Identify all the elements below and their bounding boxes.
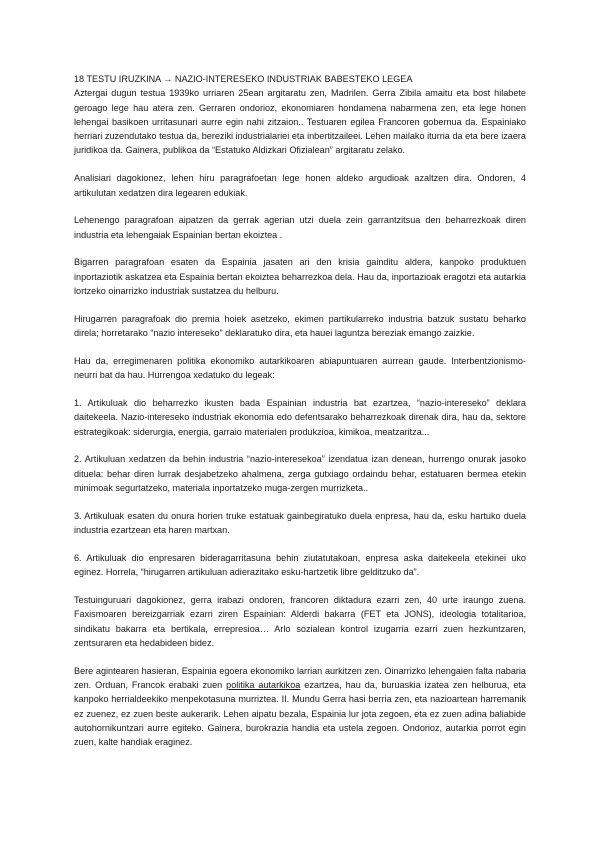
paragraph-autarky bbox=[74, 664, 526, 750]
paragraph-third: Hirugarren paragrafoak dio premia hoiek asetzeko, ekimen partikularreko industria batzuk sustatu beharko direla; horretarako “nazio intereseko” deklaratuko dira, eta hauei laguntza bereziak emango zaizkie. bbox=[74, 313, 526, 339]
paragraph-interventionism: Hau da, erregimenaren politika ekonomiko autarkikoaren abiapuntuaren aurrean gaude. Interbentzionismo-neurri bat da hau. Hurrengoa xedatuko du legeak: bbox=[74, 355, 526, 381]
paragraph-article-2: 2. Artikuluan xedatzen da behin industria “nazio-interesekoa” izendatua izan denean, hurrengo onurak jasoko dituela: behar diren lurrak desjabetzeko ahalmena, zerga gutxiago ordaindu behar, estatuaren bermea etekin minimoak segurtatzeko, materiala inportatzeko muga-zergen murrizketa.. bbox=[74, 454, 526, 494]
paragraph-autarky-text-after: ezartzea, hau da, buruaskia izatea zen helburua, eta kanpoko herrialdeekiko menpekotasuna murriztea. II. Mundu Gerra hasi berria zen, eta nazioartean harremanik ez zuenez, ez zuen beste aukerarik. Lehen aipatu bezala, Espainia lur jota zegoen, eta ez zuen adina baliabide autohornikuntzari aurre egiteko. Gainera, burokrazia handia eta ustela zegoen. Ondorioz, autarkia porrot egin zuen, kalte handiak eraginez. bbox=[74, 680, 526, 748]
paragraph-autarky-text-before: Bere agintearen hasieran, Espainia egoera ekonomiko larrian aurkitzen zen. Oinarrizko lehengaien falta nabaria zen. Orduan, Francok erabaki zuen bbox=[74, 665, 526, 690]
paragraph-first: Lehenengo paragrafoan aipatzen da gerrak agerian utzi duela zein garrantzitsua den beharrezkoak diren industria eta lehengaiak Espainian bertan ekoiztea . bbox=[74, 215, 526, 240]
paragraph-historical-context: Testuinguruari dagokionez, gerra irabazi ondoren, francoren diktadura ezarri zen, 40 urte iraungo zuena. Faxismoaren bereizgarriak ezarri ziren Espainian: Alderdi bakarra (FET eta JONS), ideologia totalitarioa, sindikatu bakarra eta bertikala, errepresioa… Arlo sozialean kontrol izugarria ezarri zuen hezkuntzaren, zentsuraren eta hedabideen bidez. bbox=[74, 595, 526, 648]
document-title: 18 TESTU IRUZKINA → NAZIO-INTERESEKO INDUSTRIAK BABESTEKO LEGEA bbox=[74, 74, 413, 84]
paragraph-article-6: 6. Artikuluak dio enpresaren bideragarritasuna behin ziutatutakoan, enpresa aska daitekeela etekinei uko eginez. Horrela, “hirugarren artikuluan adierazitako esku-hartzetik libre gelditzuko da”. bbox=[74, 552, 526, 578]
politika-autarkikoa-link[interactable]: politika autarkikoa bbox=[226, 680, 301, 690]
document-page bbox=[74, 72, 526, 763]
paragraph-context: Aztergai dugun testua 1939ko urriaren 25ean argitaratu zen, Madrilen. Gerra Zibila amaitu eta bost hilabete geroago lege hau atera zen. Gerraren ondorioz, ekonomiaren hondamena nabarmena zen, eta lege honen lehengai basikoen urritasunari aurre egin nahi zitzaion.. Testuaren egilea Francoren gobernua da. Espainiako herriari zuzendutako testua da, bereziki industrialariei eta inbertitzaileei. Lehen mailako iturria da eta bere izaera juridikoa da. Gainera, publikoa da “Estatuko Aldizkari Ofizialean” argitaratu zelako. bbox=[74, 88, 526, 156]
paragraph-analysis-intro: Analisiari dagokionez, lehen hiru paragrafoetan lege honen aldeko argudioak azaltzen dira. Ondoren, 4 artikulutan xedatzen dira legearen edukiak. bbox=[74, 173, 526, 198]
paragraph-second: Bigarren paragrafoan esaten da Espainia jasaten ari den krisia gainditu aldera, kanpoko produktuen inportaziotik askatzea eta Espainia bertan ekoiztea beharrezkoa dela. Hau da, inportazioak eragotzi eta autarkia lortzeko oinarrizko industriak sustatzea du helburu. bbox=[74, 257, 526, 297]
paragraph-article-1: 1. Artikuluak dio beharrezko ikusten bada Espainian industria bat ezartzea, “nazio-intereseko” deklara daitekeela. Nazio-intereseko industriak ekonomia edo defentsarako beharrezkoak direnak dira, hau da, sektore estrategikoak: siderurgia, energia, garraio materialen produkzioa, kimikoa, meatzaritza... bbox=[74, 398, 526, 437]
paragraph-article-3: 3. Artikuluak esaten du onura horien truke estatuak gainbegiratuko duela enpresa, hau da, esku hartuko duela industria ezartzean eta haren martxan. bbox=[74, 510, 526, 536]
